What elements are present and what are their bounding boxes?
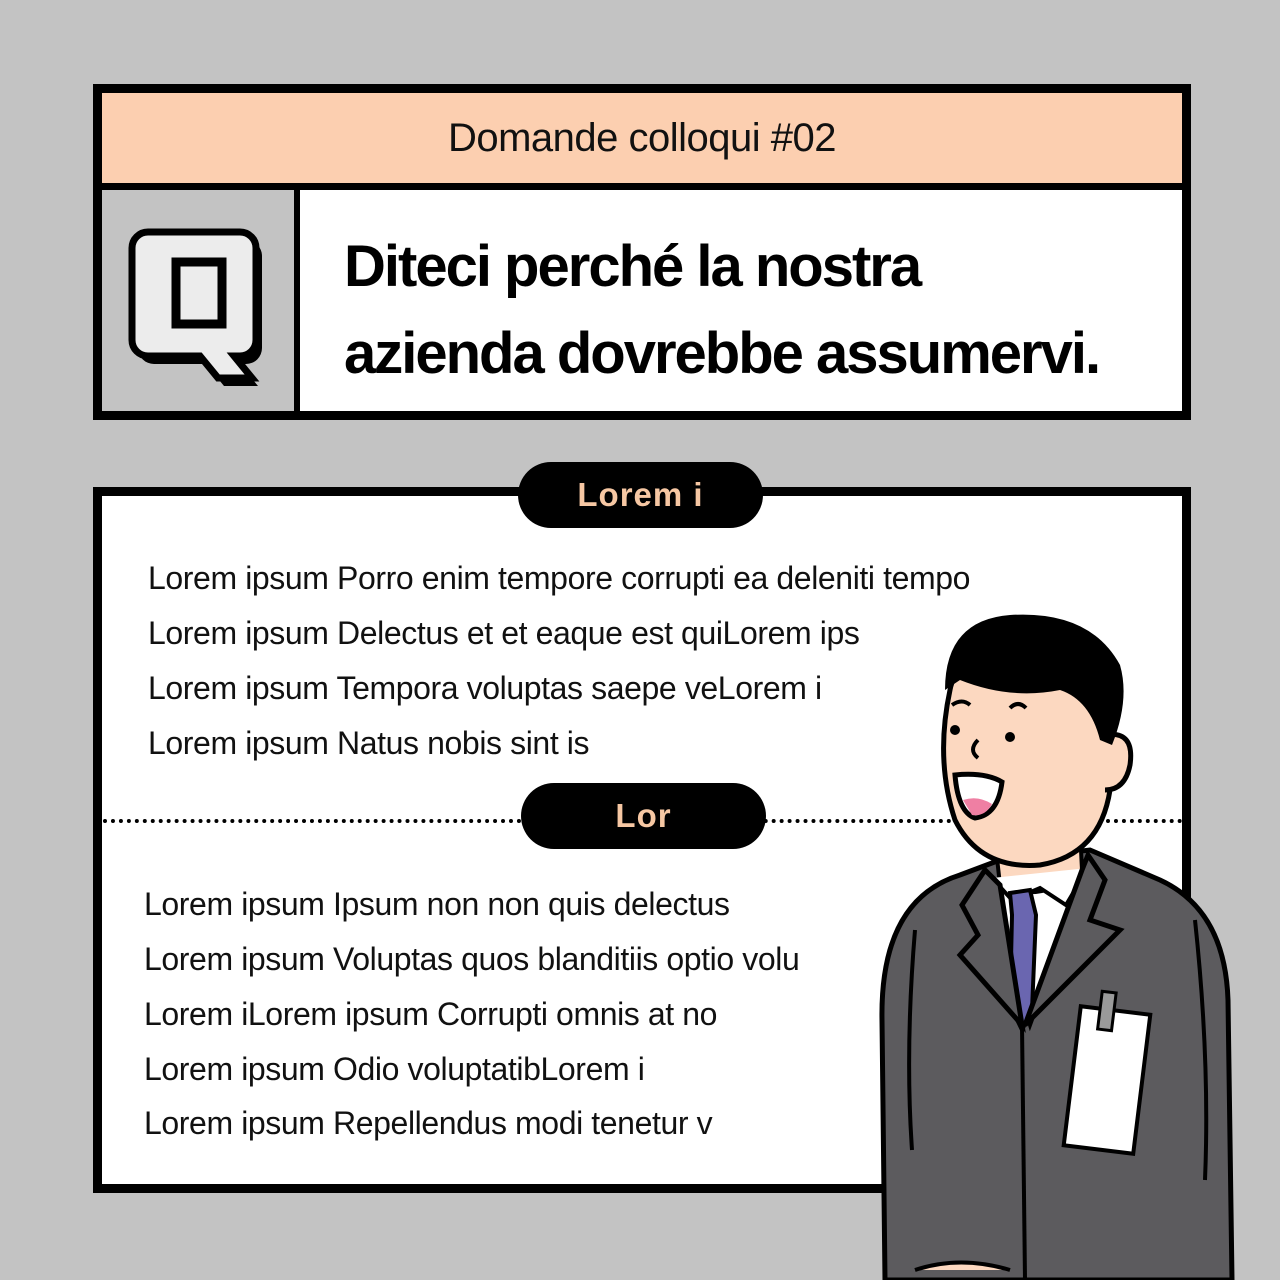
subtitle-bar [102,93,1182,190]
section1-line: Lorem ipsum Tempora voluptas saepe veLorem i [148,670,822,706]
q-icon-box [102,190,300,411]
section2-line: Lorem ipsum Ipsum non non quis delectus [144,886,730,922]
section2-line: Lorem ipsum Repellendus modi tenetur v [144,1105,713,1141]
question-headline [344,223,1162,397]
section2-line: Lorem ipsum Odio voluptatibLorem i [144,1051,645,1087]
section1-line: Lorem ipsum Natus nobis sint is [148,725,590,761]
q-letter-icon [102,190,294,420]
section2-line: Lorem iLorem ipsum Corrupti omnis at no [144,996,718,1032]
section1-line: Lorem ipsum Delectus et et eaque est quiLorem ips [148,615,860,651]
section-label-2: Lor [521,783,766,849]
section2-line: Lorem ipsum Voluptas quos blanditiis optio volu [144,941,800,977]
businessman-illustration [870,600,1250,1280]
section-label-1: Lorem i [518,462,763,528]
headline-line-2: azienda dovrebbe assumervi. [344,321,1100,386]
subtitle: Domande colloqui #02 [447,115,837,160]
headline-line-1: Diteci perché la nostra [344,234,921,299]
question-card [93,84,1191,420]
section1-line: Lorem ipsum Porro enim tempore corrupti ea deleniti tempo [148,560,971,596]
